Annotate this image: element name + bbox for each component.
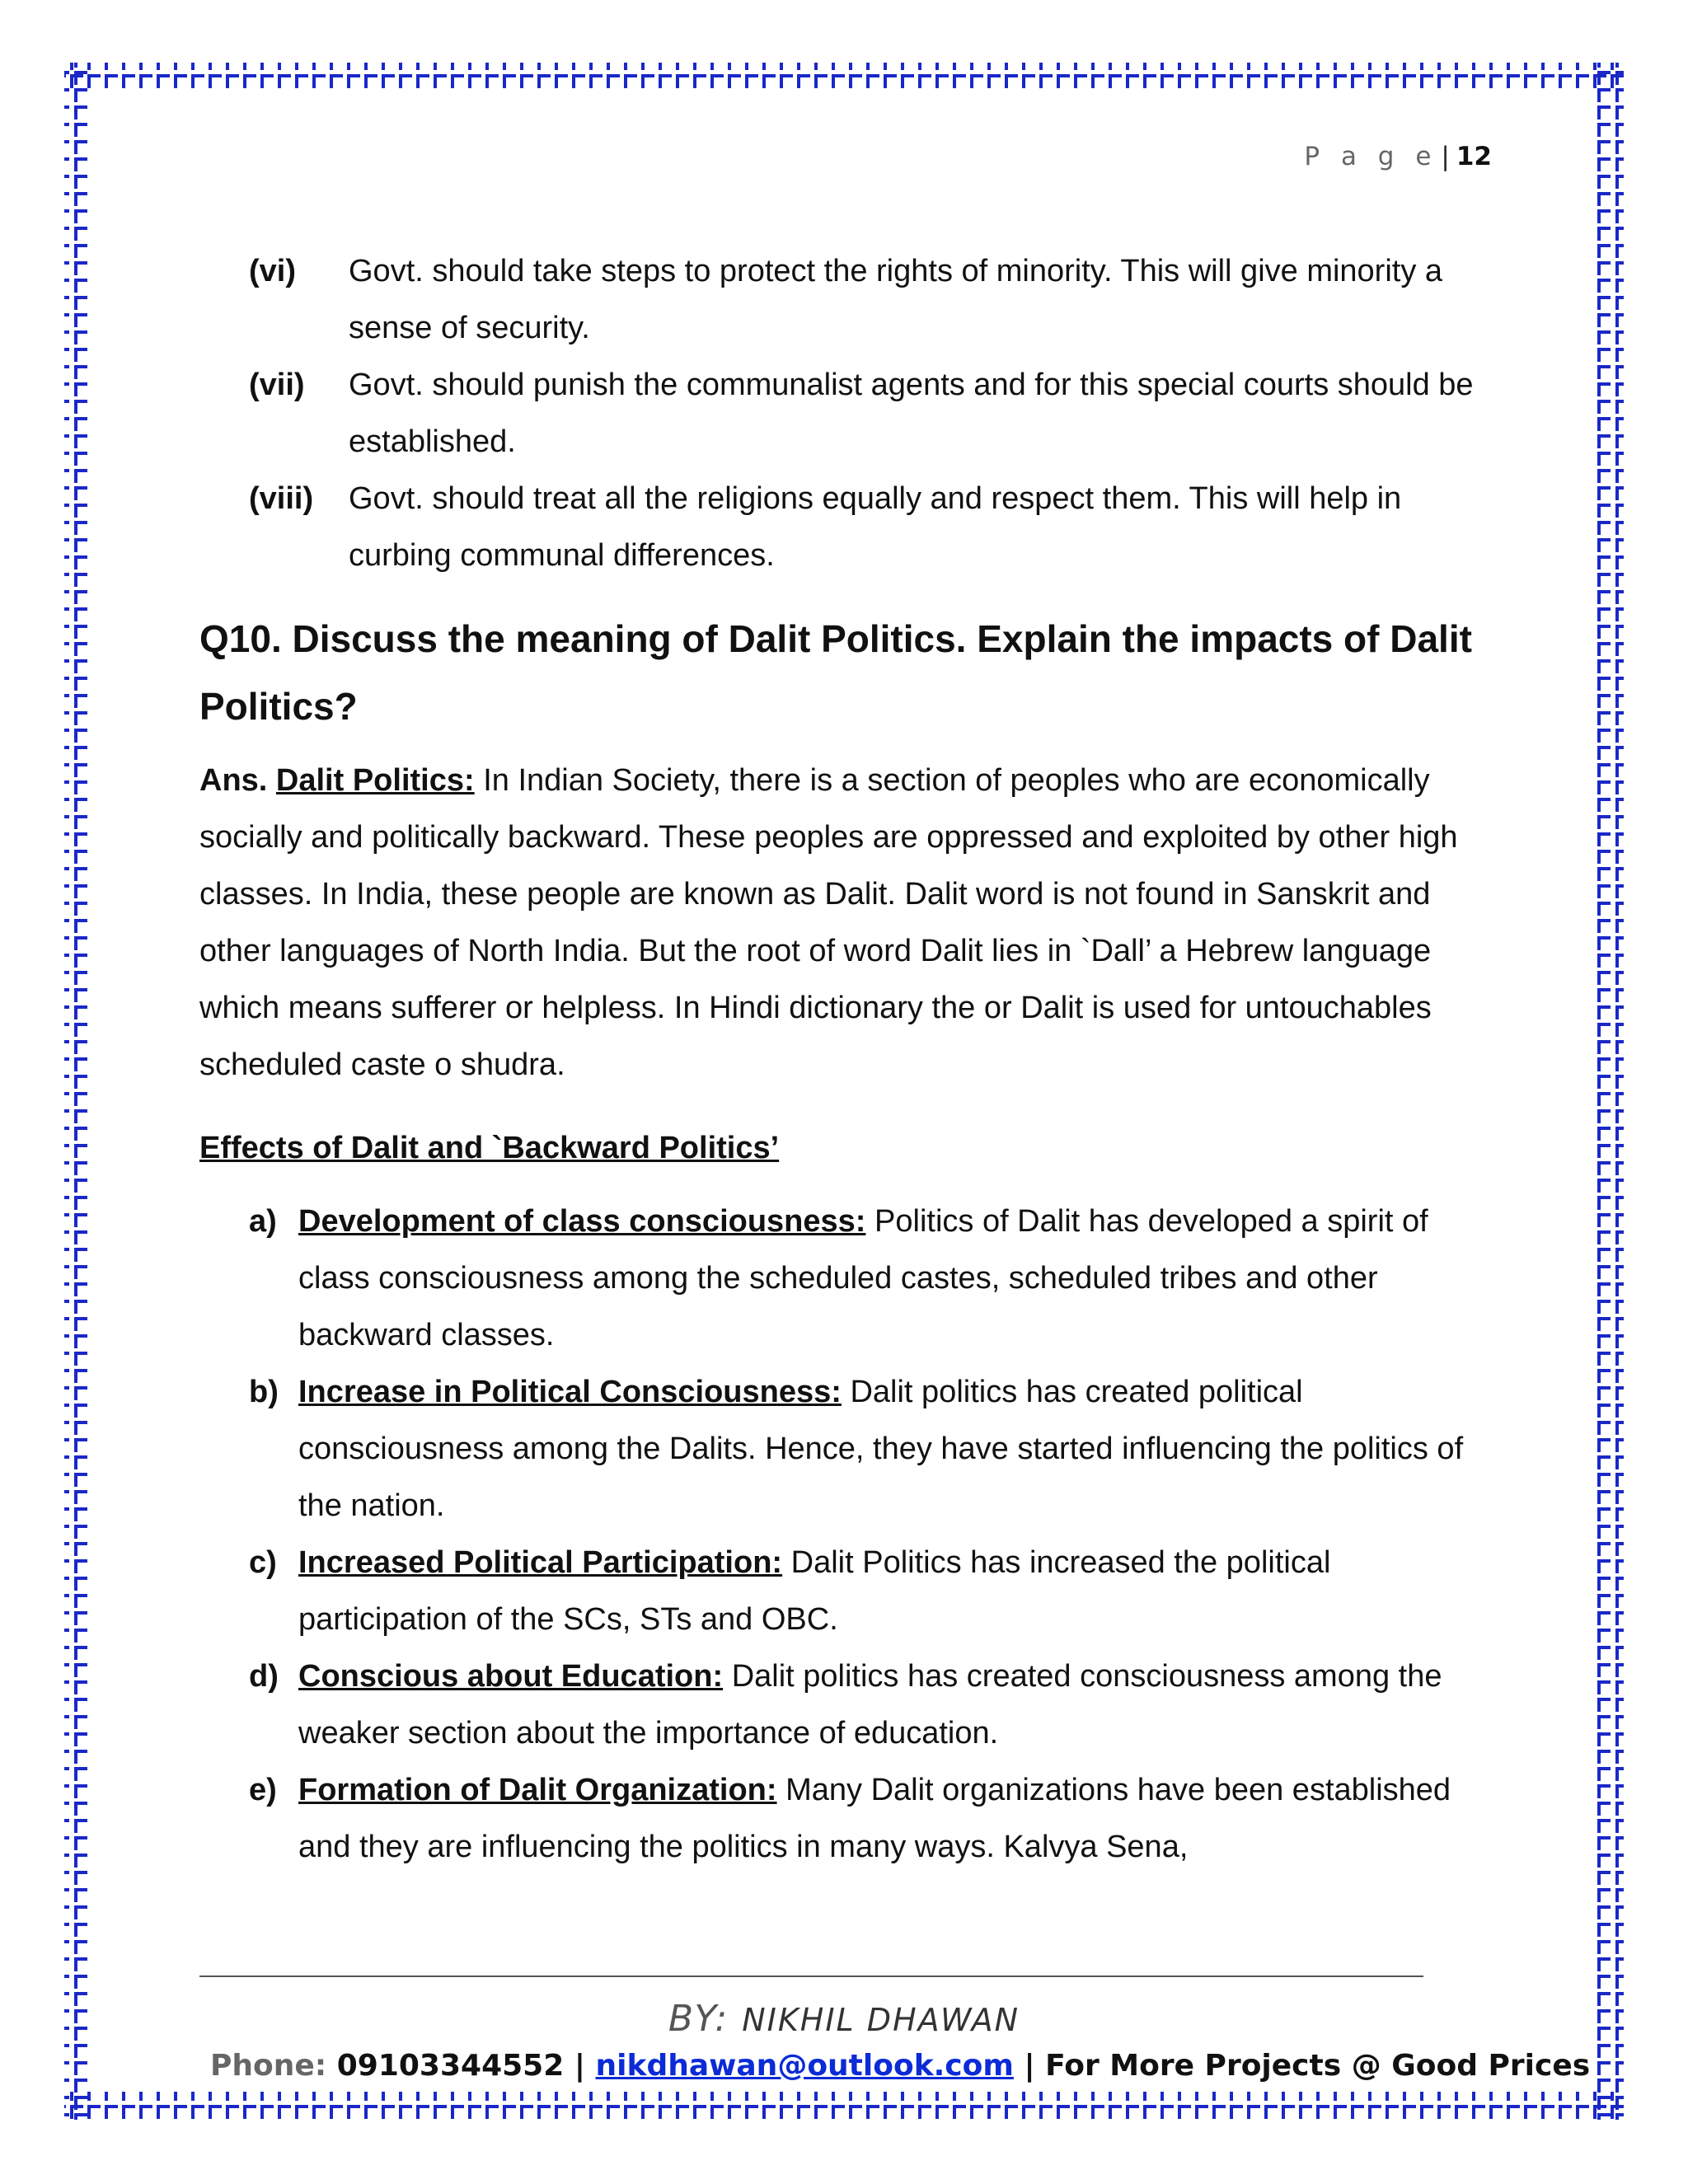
- question-heading: Q10. Discuss the meaning of Dalit Politics. Explain the impacts of Dalit Politics?: [199, 617, 1472, 728]
- phone-number: 09103344552: [336, 2049, 565, 2083]
- list-item: [199, 1364, 1485, 1535]
- effect-text: Many Dalit organizations have been established and they are influencing the politics in many ways. Kalvya Sena,: [298, 1773, 1451, 1864]
- contact-line: [210, 2049, 1591, 2083]
- list-item: [199, 243, 1485, 357]
- answer-paragraph: [199, 752, 1485, 1094]
- effect-heading: Formation of Dalit Organization:: [298, 1773, 777, 1807]
- page-label: P a g e: [1304, 142, 1438, 171]
- answer-text: In Indian Society, there is a section of peoples who are economically socially and politically backward. These peoples are oppressed and exploited by other high classes. In India, these people are known as Dalit. Dalit word is not found in Sanskrit and other languages of North India. But the root of word Dalit lies in `Dall’ a Hebrew language which means sufferer or helpless. In Hindi dictionary the or Dalit is used for untouchables scheduled caste o shudra.: [199, 763, 1458, 1082]
- item-letter: e): [249, 1773, 277, 1807]
- item-text: Govt. should take steps to protect the rights of minority. This will give minority a sense of security.: [349, 254, 1443, 345]
- separator: |: [574, 2049, 585, 2083]
- answer-label: Ans.: [199, 763, 268, 798]
- item-text: Govt. should punish the communalist agents and for this special courts should be established.: [349, 368, 1474, 459]
- effect-heading: Increase in Political Consciousness:: [298, 1375, 842, 1409]
- author-name: NIKHIL DHAWAN: [742, 2002, 1020, 2038]
- document-body: [199, 243, 1485, 1876]
- list-item: [199, 1762, 1485, 1876]
- list-item: [199, 1193, 1485, 1364]
- item-text: Govt. should treat all the religions equally and respect them. This will help in curbing communal differences.: [349, 481, 1402, 573]
- list-item: [199, 357, 1485, 471]
- page-number: [1304, 142, 1492, 171]
- separator: |: [1024, 2049, 1035, 2083]
- item-letter: a): [249, 1204, 277, 1239]
- effect-text: Politics of Dalit has developed a spirit of class consciousness among the scheduled castes, scheduled tribes and other backward classes.: [298, 1204, 1428, 1352]
- effect-heading: Development of class consciousness:: [298, 1204, 866, 1239]
- list-item: [199, 1535, 1485, 1648]
- page-number-value: 12: [1456, 142, 1492, 171]
- email-link[interactable]: nikdhawan@outlook.com: [595, 2049, 1014, 2083]
- item-numeral: (vii): [249, 368, 305, 402]
- phone-label: Phone:: [210, 2049, 327, 2083]
- effect-heading: Conscious about Education:: [298, 1659, 724, 1694]
- footer-divider: [199, 1975, 1423, 1977]
- effects-heading: Effects of Dalit and `Backward Politics’: [199, 1131, 780, 1165]
- promo-text: For More Projects @ Good Prices: [1045, 2049, 1591, 2083]
- effect-text: Dalit politics has created consciousness among the weaker section about the importance of education.: [298, 1659, 1442, 1750]
- item-numeral: (vi): [249, 254, 296, 288]
- list-item: [199, 471, 1485, 584]
- answer-subheading: Dalit Politics:: [275, 763, 475, 798]
- effect-text: Dalit politics has created political consciousness among the Dalits. Hence, they have started influencing the politics of the nation.: [298, 1375, 1464, 1523]
- item-numeral: (viii): [249, 481, 314, 516]
- page-separator: |: [1441, 142, 1450, 171]
- item-letter: d): [249, 1659, 279, 1694]
- effect-heading: Increased Political Participation:: [298, 1545, 783, 1580]
- item-letter: b): [249, 1375, 279, 1409]
- effect-text: Dalit Politics has increased the political participation of the SCs, STs and OBC.: [298, 1545, 1331, 1637]
- item-letter: c): [249, 1545, 277, 1580]
- list-item: [199, 1648, 1485, 1762]
- author-byline: [0, 1998, 1688, 2040]
- by-label: BY:: [668, 1998, 729, 2040]
